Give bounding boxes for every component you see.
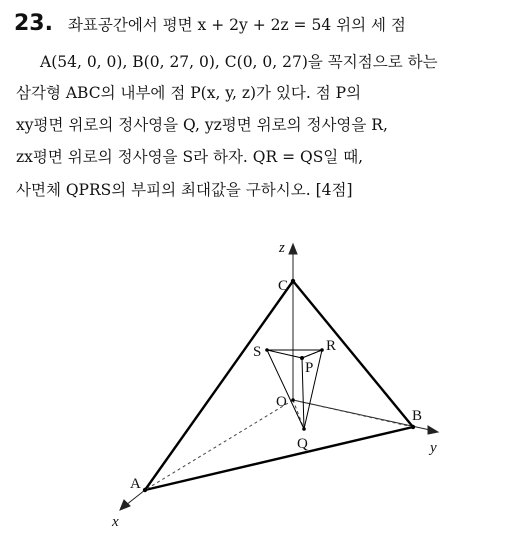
edge-sp — [267, 350, 302, 358]
problem-text: 좌표공간에서 평면 x + 2y + 2z = 54 위의 세 점 — [67, 16, 406, 34]
label-y-axis: y — [430, 440, 437, 456]
label-s: S — [253, 344, 262, 360]
x-axis-arrow — [120, 500, 130, 510]
point-a-dot — [143, 488, 147, 492]
edge-sq — [267, 350, 304, 429]
point-c-dot — [291, 279, 295, 283]
label-q: Q — [297, 436, 308, 452]
label-p: P — [305, 360, 314, 376]
point-p-dot — [300, 356, 304, 360]
label-r: R — [326, 338, 337, 354]
edge-oa — [145, 400, 293, 490]
y-axis — [293, 400, 430, 430]
problem-number: 23. — [14, 11, 53, 36]
label-x-axis: x — [112, 514, 119, 530]
y-axis-arrow — [428, 426, 438, 434]
problem-line-1 — [14, 11, 406, 36]
problem-line-5: zx평면 위로의 정사영을 S라 하자. QR = QS일 때, — [16, 148, 364, 166]
label-c: C — [278, 278, 289, 294]
edge-pq — [302, 358, 304, 429]
label-a: A — [130, 476, 141, 492]
problem-line-4: xy평면 위로의 정사영을 Q, yz평면 위로의 정사영을 R, — [16, 116, 388, 134]
edge-ab — [145, 427, 413, 490]
point-o-dot — [291, 398, 295, 402]
tetrahedron-qprs — [267, 350, 322, 429]
point-b-dot — [411, 425, 415, 429]
label-z-axis: z — [279, 240, 285, 256]
point-q-dot — [302, 427, 306, 431]
edge-rp — [302, 350, 322, 358]
triangle-abc — [145, 281, 413, 490]
point-r-dot — [320, 348, 324, 352]
label-b: B — [412, 408, 423, 424]
problem-line-6: 사면체 QPRS의 부피의 최대값을 구하시오. [4점] — [16, 181, 353, 199]
problem-line-2: A(54, 0, 0), B(0, 27, 0), C(0, 0, 27)을 꼭지점으로 하는 — [40, 53, 438, 71]
hidden-edges — [145, 350, 413, 490]
vertex-dots — [143, 279, 415, 492]
z-axis-arrow — [289, 244, 297, 254]
problem-line-3: 삼각형 ABC의 내부에 점 P(x, y, z)가 있다. 점 P의 — [16, 84, 362, 102]
label-o: O — [276, 394, 287, 410]
point-s-dot — [265, 348, 269, 352]
edge-ca — [145, 281, 293, 490]
x-axis — [126, 490, 145, 505]
tetrahedron-figure — [0, 232, 514, 544]
